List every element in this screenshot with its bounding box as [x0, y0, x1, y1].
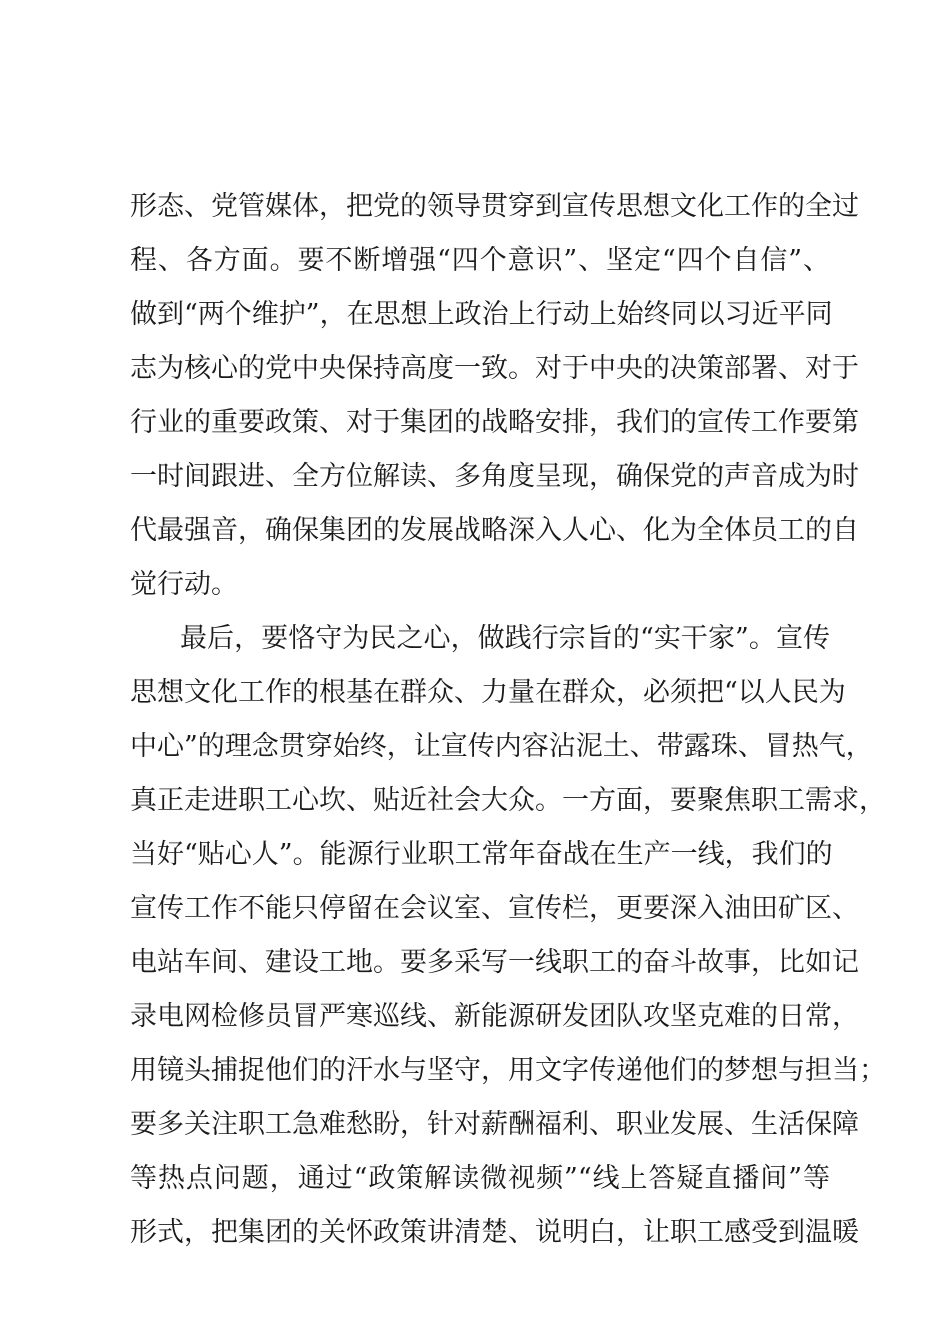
body-text	[130, 180, 886, 1260]
text-line: 当好“贴心人”。能源行业职工常年奋战在生产一线，我们的	[130, 839, 833, 870]
text-line: 行业的重要政策、对于集团的战略安排，我们的宣传工作要第	[130, 407, 859, 438]
text-line: 程、各方面。要不断增强“四个意识”、坚定“四个自信”、	[130, 245, 830, 276]
text-line: 要多关注职工急难愁盼，针对薪酬福利、职业发展、生活保障	[130, 1109, 859, 1140]
text-line: 一时间跟进、全方位解读、多角度呈现，确保党的声音成为时	[130, 461, 859, 492]
text-line: 最后，要恪守为民之心，做践行宗旨的“实干家”。宣传	[180, 623, 830, 654]
text-line: 电站车间、建设工地。要多采写一线职工的奋斗故事，比如记	[130, 947, 859, 978]
text-line: 代最强音，确保集团的发展战略深入人心、化为全体员工的自	[130, 515, 859, 546]
text-line: 等热点问题，通过“政策解读微视频”“线上答疑直播间”等	[130, 1163, 830, 1194]
text-line: 觉行动。	[130, 569, 238, 600]
text-line: 志为核心的党中央保持高度一致。对于中央的决策部署、对于	[130, 353, 859, 384]
text-line: 录电网检修员冒严寒巡线、新能源研发团队攻坚克难的日常，	[130, 1001, 859, 1032]
text-line: 真正走进职工心坎、贴近社会大众。一方面，要聚焦职工需求，	[130, 785, 886, 816]
text-line: 用镜头捕捉他们的汗水与坚守，用文字传递他们的梦想与担当；	[130, 1055, 886, 1086]
paragraph-1	[130, 180, 859, 612]
text-line: 做到“两个维护”，在思想上政治上行动上始终同以习近平同	[130, 299, 833, 330]
text-line: 宣传工作不能只停留在会议室、宣传栏，更要深入油田矿区、	[130, 893, 859, 924]
text-line: 思想文化工作的根基在群众、力量在群众，必须把“以人民为	[130, 677, 846, 708]
text-line: 中心”的理念贯穿始终，让宣传内容沾泥土、带露珠、冒热气，	[130, 731, 873, 762]
text-line: 形态、党管媒体，把党的领导贯穿到宣传思想文化工作的全过	[130, 191, 859, 222]
text-line: 形式，把集团的关怀政策讲清楚、说明白，让职工感受到温暖	[130, 1217, 859, 1248]
paragraph-2	[130, 612, 886, 1260]
